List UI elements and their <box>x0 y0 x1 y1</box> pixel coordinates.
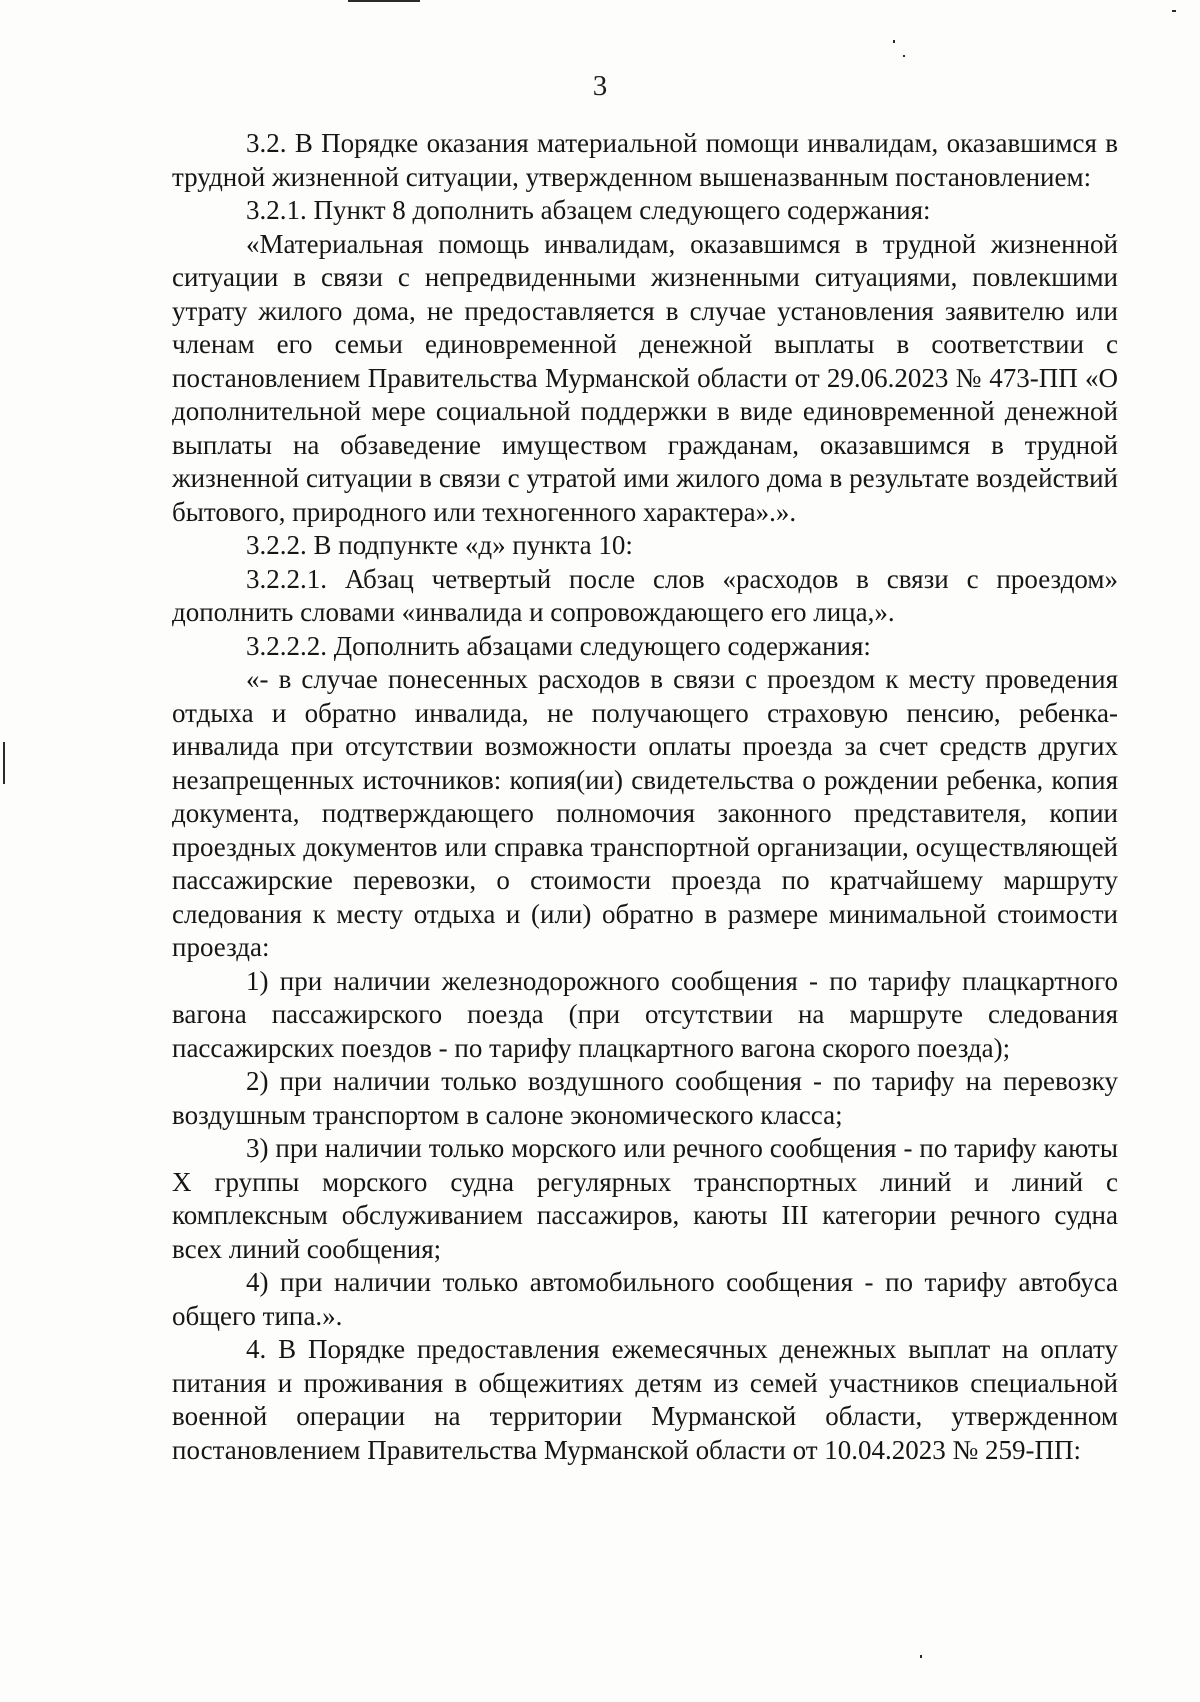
scan-artifact-dot <box>1172 10 1176 12</box>
scan-artifact-dot <box>903 55 905 57</box>
paragraph-item-1-rail: 1) при наличии железнодорожного сообщения - по тарифу плацкартного вагона пассажирского поезда (при отсутствии на маршруте следования пассажирских поездов - по тарифу плацкартного вагона скорого поезда); <box>172 965 1118 1063</box>
paragraph-item-3-sea-river: 3) при наличии только морского или речного сообщения - по тарифу каюты X группы морского судна регулярных транспортных линий и линий с комплексным обслуживанием пассажиров, каюты III категории речного судна всех линий сообщения; <box>172 1133 1118 1264</box>
paragraph-3-2-2-2: 3.2.2.2. Дополнить абзацами следующего содержания: <box>246 630 871 661</box>
paragraph-3-2-2: 3.2.2. В подпункте «д» пункта 10: <box>246 530 633 560</box>
paragraph-3-2: 3.2. В Порядке оказания материальной помощи инвалидам, оказавшимся в трудной жизненной ситуации, утвержденном вышеназванным постановлением: <box>172 128 1118 192</box>
paragraph-3-2-2-1: 3.2.2.1. Абзац четвертый после слов «расходов в связи с проездом» дополнить словами «инвалида и сопровождающего его лица,». <box>172 563 1118 627</box>
document-body <box>172 127 1118 1467</box>
scan-artifact-dot <box>893 40 895 43</box>
paragraph-quote-travel-expenses: «- в случае понесенных расходов в связи с проездом к месту проведения отдыха и обратно инвалида, не получающего страховую пенсию, ребенка-инвалида при отсутствии возможности оплаты проезда за счет средств других незапрещенных источников: копия(ии) свидетельства о рождении ребенка, копия документа, подтверждающего полномочия законного представителя, копии проездных документов или справка транспортной организации, осуществляющей пассажирские перевозки, о стоимости проезда по кратчайшему маршруту следования к месту отдыха и (или) обратно в размере минимальной стоимости проезда: <box>172 664 1118 962</box>
paragraph-quote-material-aid: «Материальная помощь инвалидам, оказавшимся в трудной жизненной ситуации в связи с непредвиденными жизненными ситуациями, повлекшими утрату жилого дома, не предоставляется в случае установления заявителю или членам его семьи единовременной денежной выплаты в соответствии с постановлением Правительства Мурманской области от 29.06.2023 № 473-ПП «О дополнительной мере социальной поддержки в виде единовременной денежной выплаты на обзаведение имуществом гражданам, оказавшимся в трудной жизненной ситуации в связи с утратой ими жилого дома в результате воздействий бытового, природного или техногенного характера».». <box>172 228 1118 527</box>
paragraph-item-4-bus: 4) при наличии только автомобильного сообщения - по тарифу автобуса общего типа.». <box>172 1267 1118 1331</box>
scan-artifact-left-line <box>3 742 5 784</box>
scan-artifact-dot <box>920 1655 922 1658</box>
page-number: 3 <box>592 70 608 102</box>
paragraph-item-2-air: 2) при наличии только воздушного сообщения - по тарифу на перевозку воздушным транспортом в салоне экономического класса; <box>172 1066 1118 1130</box>
scan-artifact-top-line <box>348 0 420 2</box>
paragraph-4: 4. В Порядке предоставления ежемесячных денежных выплат на оплату питания и проживания в общежитиях детям из семей участников специальной военной операции на территории Мурманской области, утвержденном постановлением Правительства Мурманской области от 10.04.2023 № 259-ПП: <box>172 1334 1118 1465</box>
paragraph-3-2-1: 3.2.1. Пункт 8 дополнить абзацем следующего содержания: <box>246 195 931 225</box>
